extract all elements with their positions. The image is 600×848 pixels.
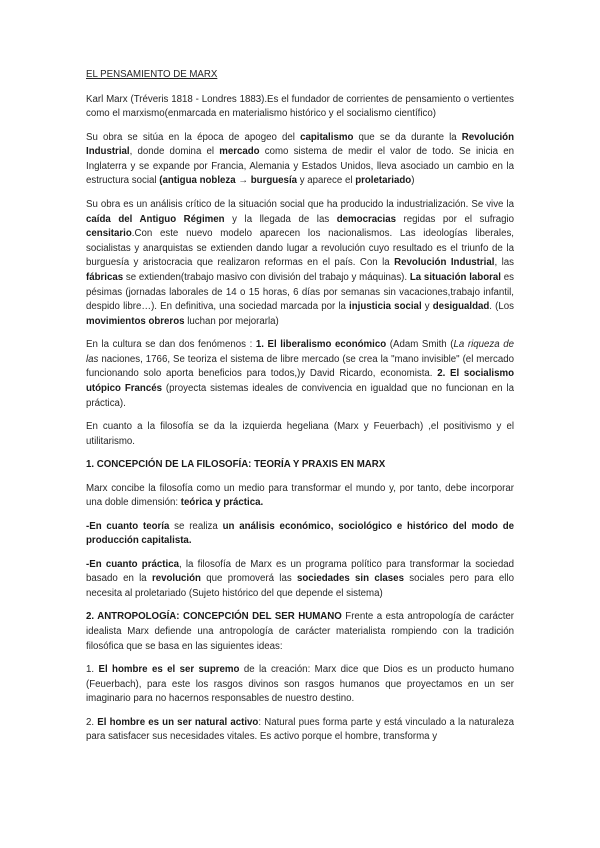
paragraph-anthropology: 2. ANTROPOLOGÍA: CONCEPCIÓN DEL SER HUMANO Frente a esta antropología de carácter idealista Marx defiende una antropología de carácter materialista rompiendo con la tradición filosófica que se basa en las siguientes ideas: xyxy=(86,611,514,652)
paragraph-culture: En la cultura se dan dos fenómenos : 1. El liberalismo económico (Adam Smith (La riqueza de las naciones, 1766, Se teoriza el sistema de libre mercado (se crea la "mano invisible" (el mercado funcionando solo aporta beneficios para todos,)y David Ricardo, economista. 2. El socialismo utópico Francés (proyecta sistemas ideales de convivencia en igualdad que no funcionan en la práctica). xyxy=(86,339,514,409)
paragraph-intro: Karl Marx (Tréveris 1818 - Londres 1883).Es el fundador de corrientes de pensamiento o vertientes como el marxismo(enmarcada en materialismo histórico y el socialismo científico) xyxy=(86,93,514,120)
paragraph-supreme-being: 1. El hombre es el ser supremo de la creación: Marx dice que Dios es un producto humano (Feuerbach), para este los rasgos divinos son rasgos humanos que proyectamos en un ser imaginario para no hacernos responsables de nuestro destino. xyxy=(86,664,514,705)
document-title: EL PENSAMIENTO DE MARX xyxy=(86,69,218,80)
paragraph-social-analysis: Su obra es un análisis crítico de la situación social que ha producido la industrialización. Se vive la caída del Antiguo Régimen y la llegada de las democracias regidas por el sufragio censitario.Con este nuevo modelo aparecen los nacionalismos. Las ideologías liberales, socialistas y anarquistas se extienden dando lugar a revolución cuyo resultado es el triunfo de la burguesía y aristocracia que realizaron reformas en el país. Con la Revolución Industrial, las fábricas se extienden(trabajo masivo con división del trabajo y máquinas). La situación laboral es pésimas (jornadas laborales de 14 o 15 horas, 6 días por semanas sin vacaciones,trabajo infantil, despido libre…). En definitiva, una sociedad marcada por la injusticia social y desigualdad. (Los movimientos obreros luchan por mejorarla) xyxy=(86,198,515,327)
paragraph-philosophy: En cuanto a la filosofía se da la izquierda hegeliana (Marx y Feuerbach) ,el positivismo y el utilitarismo. xyxy=(86,421,514,447)
paragraph-capitalism: Su obra se sitúa en la época de apogeo del capitalismo que se da durante la Revolución Industrial, donde domina el mercado como sistema de medir el valor de todo. Se inicia en Inglaterra y se expande por Francia, Alemania y Estados Unidos, lleva asociado un cambio en la estructura social (antigua nobleza → burguesía y aparece el proletariado) xyxy=(86,131,514,187)
section-heading-philosophy: 1. CONCEPCIÓN DE LA FILOSOFÍA: TEORÍA Y PRAXIS EN MARX xyxy=(86,459,386,471)
paragraph-practice: -En cuanto práctica, la filosofía de Marx es un programa político para transformar la sociedad basado en la revolución que promoverá las sociedades sin clases sociales pero para ello necesita al proletariado (Sujeto histórico del que depende el sistema) xyxy=(86,558,514,599)
paragraph-natural-active: 2. El hombre es un ser natural activo: Natural pues forma parte y está vinculado a la naturaleza para satisfacer sus necesidades vitales. Es activo porque el hombre, transforma y xyxy=(86,716,514,743)
paragraph-marx-philosophy: Marx concibe la filosofía como un medio para transformar el mundo y, por tanto, debe incorporar una doble dimensión: teórica y práctica. xyxy=(86,482,514,509)
paragraph-theory: -En cuanto teoría se realiza un análisis económico, sociológico e histórico del modo de producción capitalista. xyxy=(86,520,515,547)
